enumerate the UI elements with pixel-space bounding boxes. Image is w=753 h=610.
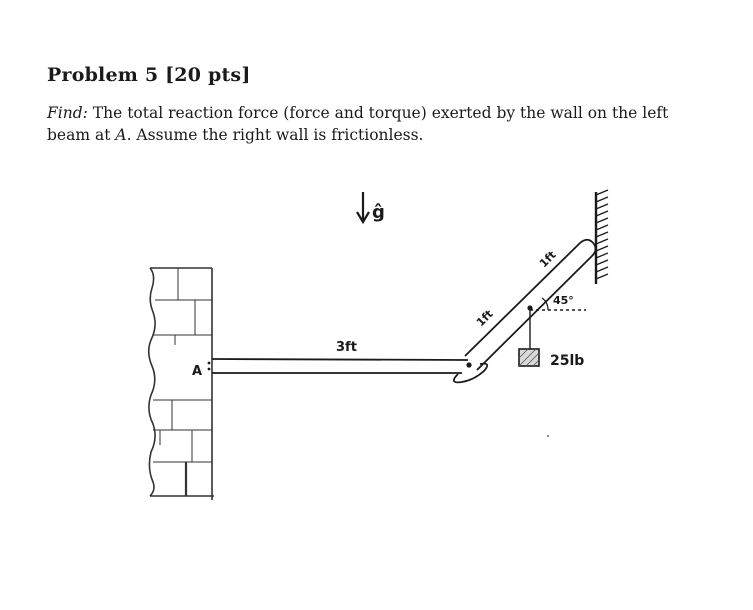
statement-part-2: . Assume the right wall is frictionless. xyxy=(126,126,424,144)
angle-label: 45° xyxy=(553,294,574,307)
inclined-beam-upper-length-label: 1ft xyxy=(536,248,559,271)
horizontal-beam xyxy=(212,359,468,373)
horizontal-beam-length-label: 3ft xyxy=(336,340,357,355)
gravity-label: ĝ xyxy=(372,202,385,223)
problem-heading: Problem 5 [20 pts] xyxy=(47,64,251,86)
weight-label: 25lb xyxy=(550,353,585,369)
weight-block xyxy=(519,349,539,366)
statement-part-1: The total reaction force (force and torque) exerted by the wall on the left beam at xyxy=(47,104,669,144)
right-wall xyxy=(596,190,608,284)
left-wall xyxy=(149,268,214,500)
inclined-beam-lower-length-label: 1ft xyxy=(473,307,496,330)
point-a-reference: A xyxy=(115,126,127,144)
stray-mark xyxy=(547,435,549,437)
gravity-arrow-icon xyxy=(357,192,369,222)
hinge-pin xyxy=(466,362,471,367)
point-a-marker xyxy=(208,362,211,371)
find-label: Find: xyxy=(47,104,88,122)
point-a-label: A xyxy=(192,364,203,379)
